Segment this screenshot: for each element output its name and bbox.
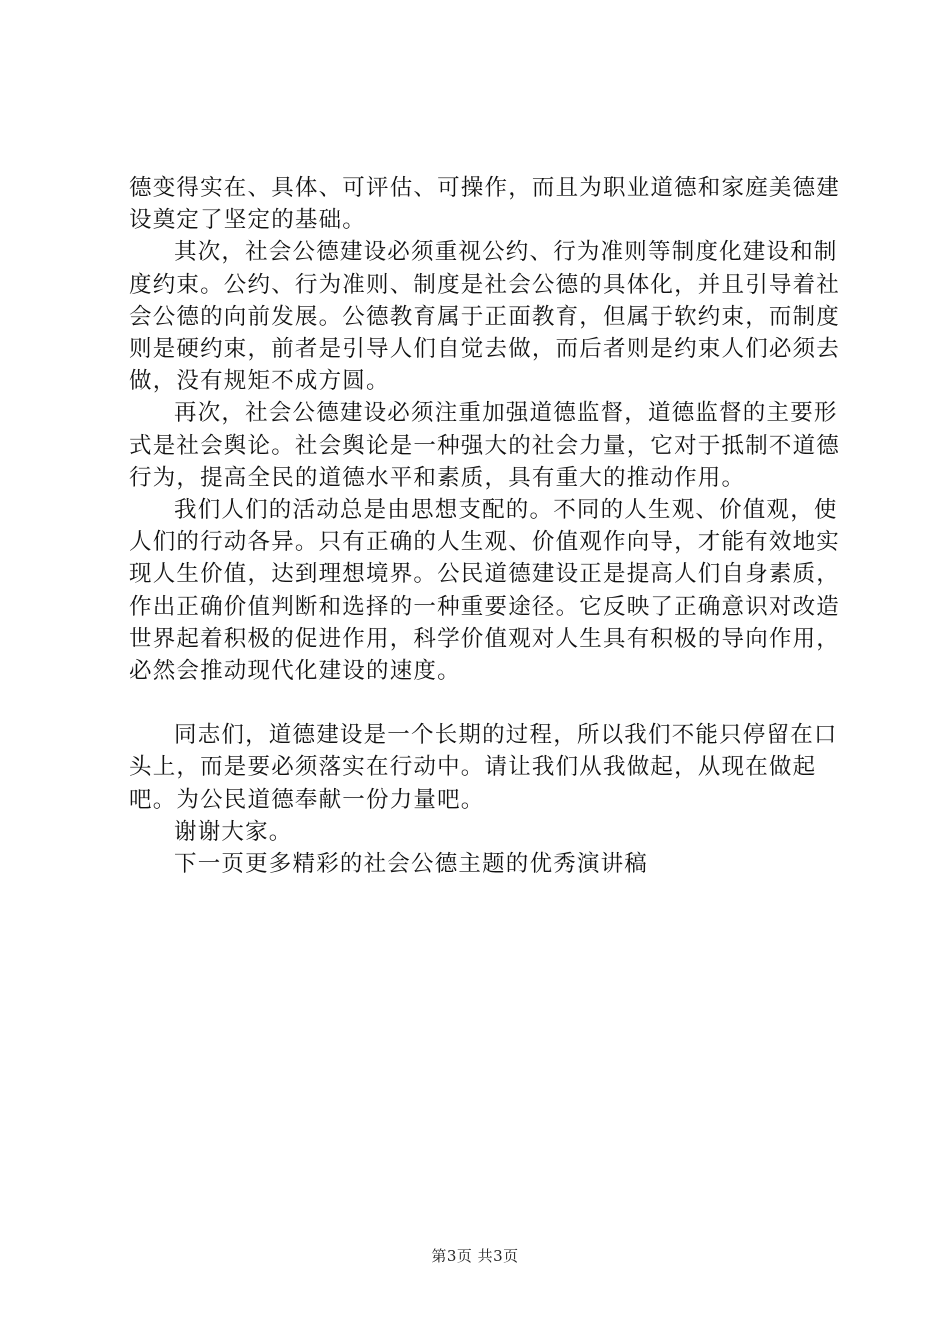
paragraph-institutional-constraint: 其次，社会公德建设必须重视公约、行为准则等制度化建设和制度约束。公约、行为准则、制度是社会公德的具体化，并且引导着社会公德的向前发展。公德教育属于正面教育，但属于软约束，而制度则是硬约束，前者是引导人们自觉去做，而后者则是约束人们必须去做，没有规矩不成方圆。 [129,239,841,395]
paragraph-closing: 同志们，道德建设是一个长期的过程，所以我们不能只停留在口头上，而是要必须落实在行动中。请让我们从我做起，从现在做起吧。为公民道德奉献一份力量吧。 [129,722,838,813]
paragraph-thanks: 谢谢大家。 [174,818,293,845]
paragraph-next-page-note: 下一页更多精彩的社会公德主题的优秀演讲稿 [174,851,649,878]
paragraph-continuation: 德变得实在、具体、可评估、可操作，而且为职业道德和家庭美德建设奠定了坚定的基础。 [129,175,841,234]
page-indicator: 第3页 共3页 [431,1247,519,1265]
paragraph-moral-supervision: 再次，社会公德建设必须注重加强道德监督，道德监督的主要形式是社会舆论。社会舆论是一种强大的社会力量，它对于抵制不道德行为，提高全民的道德水平和素质，具有重大的推动作用。 [129,400,841,491]
document-body [129,172,849,880]
paragraph-values: 我们人们的活动总是由思想支配的。不同的人生观、价值观，使人们的行动各异。只有正确的人生观、价值观作向导，才能有效地实现人生价值，达到理想境界。公民道德建设正是提高人们自身素质，作出正确价值判断和选择的一种重要途径。它反映了正确意识对改造世界起着积极的促进作用，科学价值观对人生具有积极的导向作用，必然会推动现代化建设的速度。 [129,497,841,685]
